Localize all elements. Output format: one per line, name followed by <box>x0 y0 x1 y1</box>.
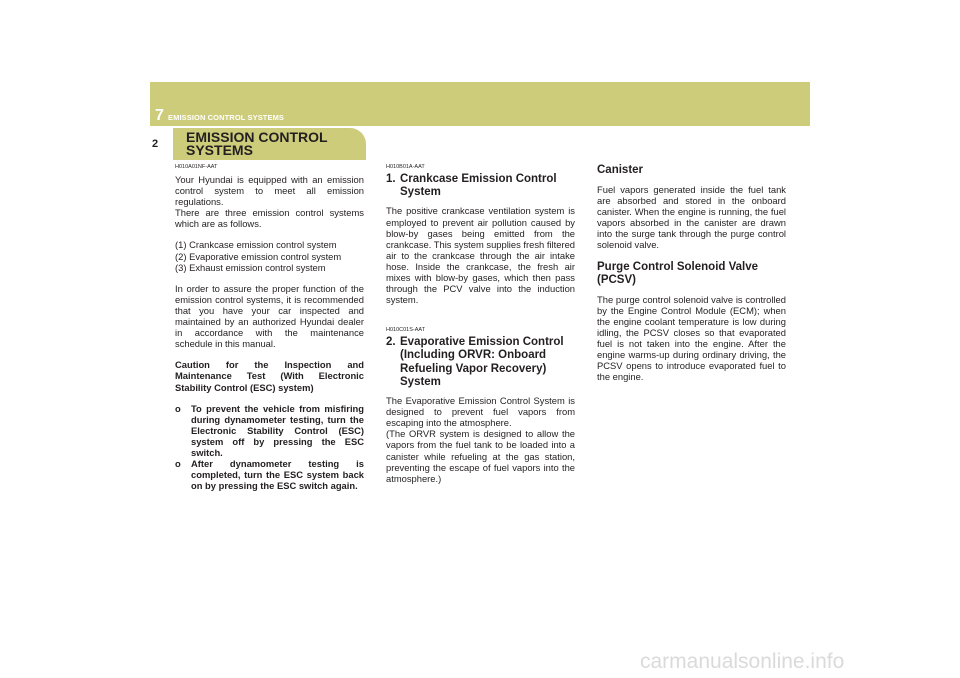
evaporative-heading <box>386 336 575 389</box>
watermark: carmanualsonline.info <box>640 650 845 673</box>
heading-text: Evaporative Emission Control (Including ORVR: Onboard Refueling Vapor Recovery) System <box>400 336 564 388</box>
section-title-line1: EMISSION CONTROL <box>186 129 328 145</box>
system-list-item: (1) Crankcase emission control system <box>175 239 337 251</box>
system-list-item: (3) Exhaust emission control system <box>175 261 326 273</box>
bullet-mark: o <box>175 402 181 414</box>
canister-paragraph: Fuel vapors generated inside the fuel tank are absorbed and stored in the onboard canister. When the engine is running, the fuel vapors absorbed in the canister are drawn into the surge tank through the purge control solenoid valve. <box>597 184 786 251</box>
intro-paragraph: Your Hyundai is equipped with an emission control system to meet all emission regulations. <box>175 174 364 208</box>
pcsv-paragraph: The purge control solenoid valve is controlled by the Engine Control Module (ECM); when the engine coolant temperature is low during idling, the PCSV closes so that evaporated fuel is not taken into the engine. After the engine warms-up during ordinary driving, the PCSV opens to introduce evaporated fuel to the engine. <box>597 293 786 383</box>
section-title-line2: SYSTEMS <box>186 142 253 158</box>
section-code: H010C01S-AAT <box>386 327 426 334</box>
evaporative-paragraph: The Evaporative Emission Control System is designed to prevent fuel vapors from escaping into the atmosphere. <box>386 395 575 429</box>
canister-heading: Canister <box>597 164 644 176</box>
bullet-item <box>175 458 364 491</box>
section-code: H010B01A-AAT <box>386 164 425 170</box>
column-2 <box>386 164 575 484</box>
section-title <box>186 131 328 157</box>
system-list-item: (2) Evaporative emission control system <box>175 250 342 262</box>
heading-number: 2. <box>386 336 396 349</box>
bullet-item <box>175 403 364 458</box>
section-code: H010A01NF-AAT <box>175 164 218 170</box>
caution-title: Caution for the Inspection and Maintenance Test (With Electronic Stability Control (ESC) system) <box>175 359 364 393</box>
crankcase-heading <box>386 173 575 199</box>
bullet-mark: o <box>175 458 181 470</box>
intro-paragraph-2: There are three emission control systems which are as follows. <box>175 207 364 230</box>
column-1 <box>175 164 364 491</box>
pcsv-heading: Purge Control Solenoid Valve (PCSV) <box>597 260 759 286</box>
bullet-text: To prevent the vehicle from misfiring during dynamometer testing, turn the Electronic Stability Control (ESC) system off by pressing the ESC switch. <box>191 402 364 458</box>
column-3 <box>597 164 786 382</box>
crankcase-paragraph: The positive crankcase ventilation system is employed to prevent air pollution caused by blow-by gases being emitted from the crankcase. This system supplies fresh filtered air to the crankcase through the air intake hose. Inside the crankcase, the fresh air mixes with blow-by gases, which then pass through the PCV valve into the induction system. <box>386 205 575 306</box>
chapter-title: EMISSION CONTROL SYSTEMS <box>168 113 285 122</box>
heading-number: 1. <box>386 173 396 185</box>
page-number: 2 <box>152 138 159 150</box>
bullet-text: After dynamometer testing is completed, turn the ESC system back on by pressing the ESC switch again. <box>191 458 364 492</box>
heading-text: Crankcase Emission Control System <box>400 173 557 199</box>
chapter-number: 7 <box>155 107 164 124</box>
maintenance-paragraph: In order to assure the proper function of the emission control systems, it is recommended that you have your car inspected and maintained by an authorized Hyundai dealer in accordance with the maintenance schedule in this manual. <box>175 282 364 350</box>
orvr-paragraph: (The ORVR system is designed to allow the vapors from the fuel tank to be loaded into a canister while refueling at the gas station, preventing the escape of fuel vapors into the atmosphere.) <box>386 428 575 484</box>
